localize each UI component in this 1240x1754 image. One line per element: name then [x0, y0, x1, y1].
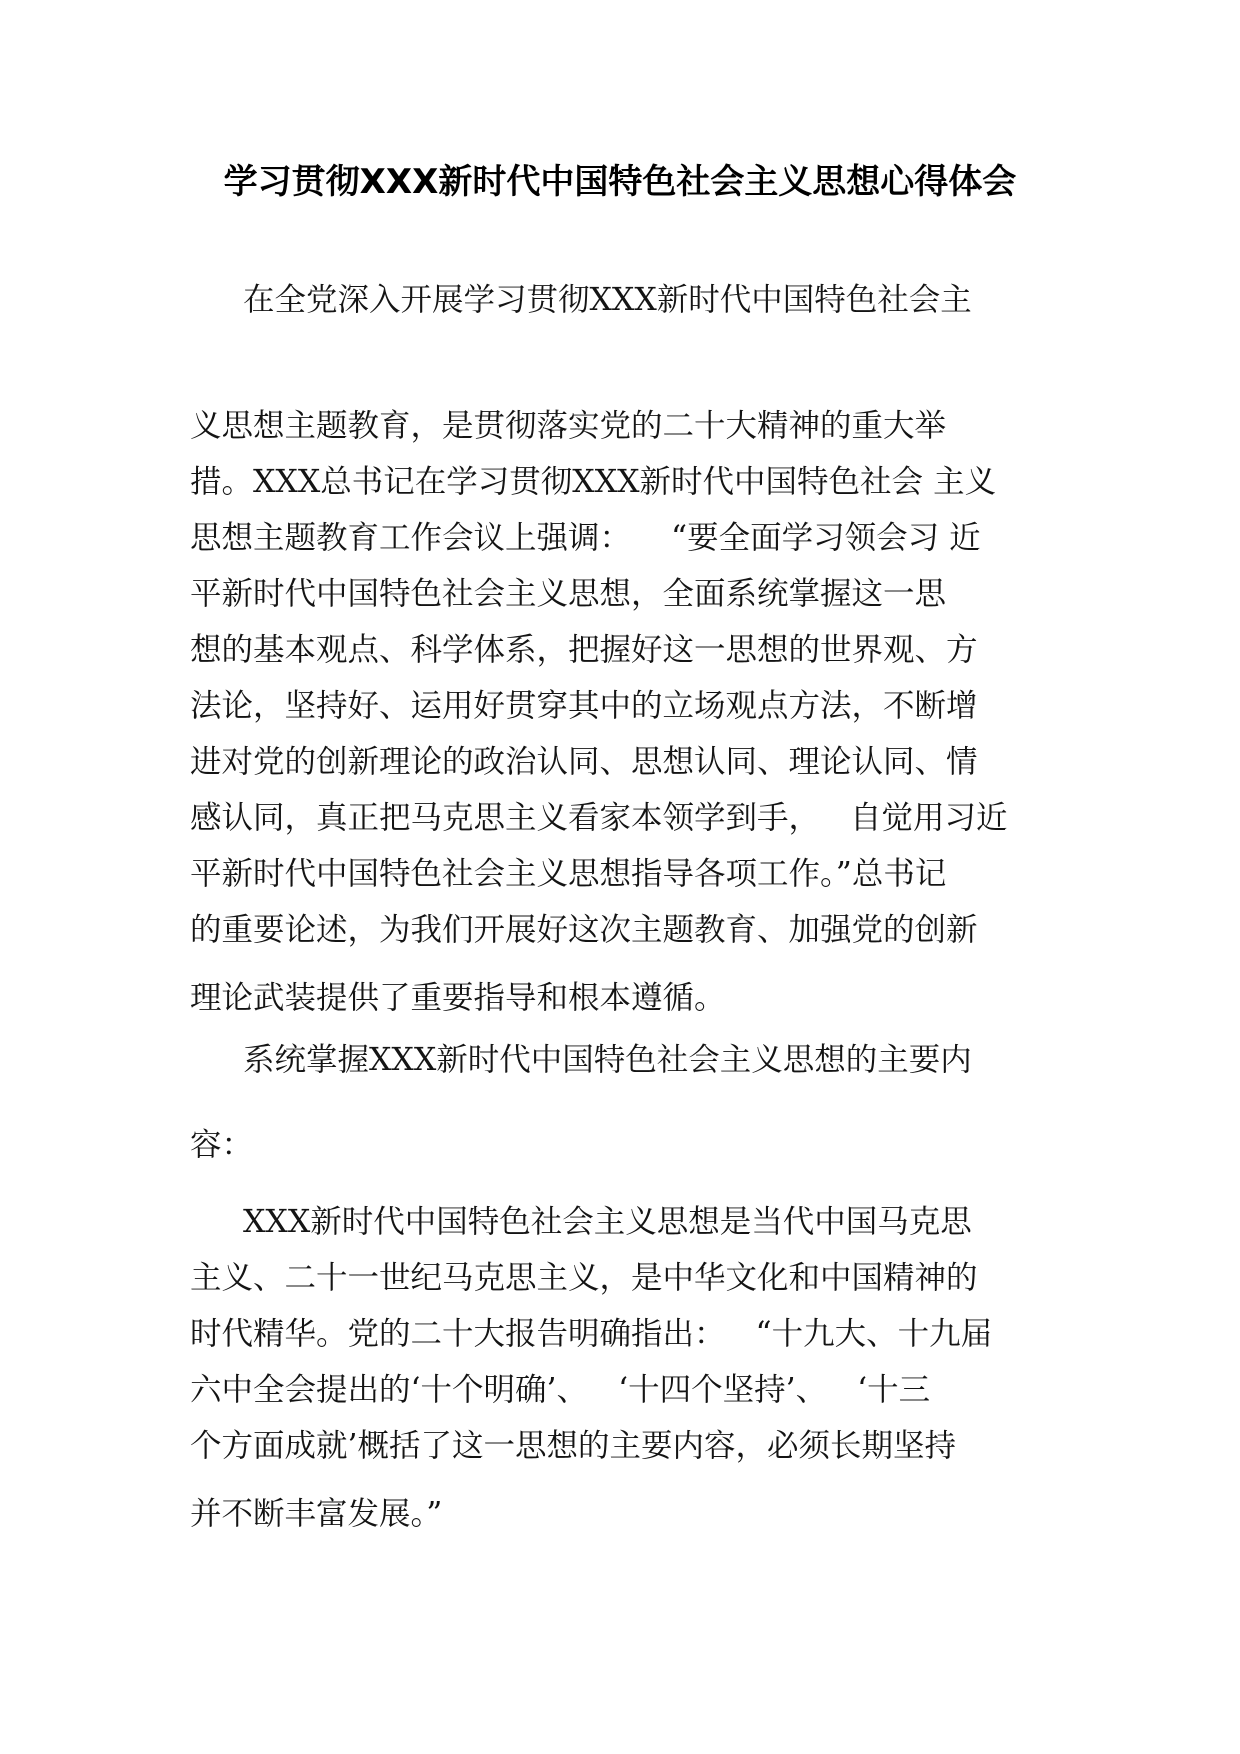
body-line-2: 义思想主题教育，是贯彻落实党的二十大精神的重大举 — [190, 408, 947, 444]
body-line-5: 平新时代中国特色社会主义思想，全面系统掌握这一思 — [190, 576, 947, 612]
body-line-1: 在全党深入开展学习贯彻XXX新时代中国特色社会主 — [243, 282, 972, 318]
body-line-17: 个方面成就’概括了这一思想的主要内容，必须长期坚持 — [190, 1428, 957, 1464]
body-line-6: 想的基本观点、科学体系，把握好这一思想的世界观、方 — [190, 632, 978, 668]
body-line-18: 并不断丰富发展。” — [190, 1496, 443, 1532]
body-line-3: 措。XXX总书记在学习贯彻XXX新时代中国特色社会 主义 — [190, 464, 997, 500]
body-line-4: 思想主题教育工作会议上强调： “要全面学习领会习 近 — [190, 520, 981, 556]
body-line-10: 平新时代中国特色社会主义思想指导各项工作。”总书记 — [190, 856, 947, 892]
document-title: 学习贯彻XXX新时代中国特色社会主义思想心得体会 — [223, 162, 1017, 202]
section-line-2: 容： — [190, 1127, 254, 1163]
body-line-13: XXX新时代中国特色社会主义思想是当代中国马克思 — [243, 1204, 972, 1240]
body-line-15: 时代精华。党的二十大报告明确指出： “十九大、十九届 — [190, 1316, 993, 1352]
body-line-12: 理论武装提供了重要指导和根本遵循。 — [190, 980, 726, 1016]
body-line-11: 的重要论述，为我们开展好这次主题教育、加强党的创新 — [190, 912, 978, 948]
body-line-16: 六中全会提出的‘十个明确’、 ‘十四个坚持’、 ‘十三 — [190, 1372, 931, 1408]
body-line-14: 主义、二十一世纪马克思主义，是中华文化和中国精神的 — [190, 1260, 978, 1296]
body-line-9: 感认同，真正把马克思主义看家本领学到手， 自觉用习近 — [190, 800, 1008, 836]
section-line-1: 系统掌握XXX新时代中国特色社会主义思想的主要内 — [243, 1042, 972, 1078]
body-line-7: 法论，坚持好、运用好贯穿其中的立场观点方法，不断增 — [190, 688, 978, 724]
body-line-8: 进对党的创新理论的政治认同、思想认同、理论认同、情 — [190, 744, 978, 780]
